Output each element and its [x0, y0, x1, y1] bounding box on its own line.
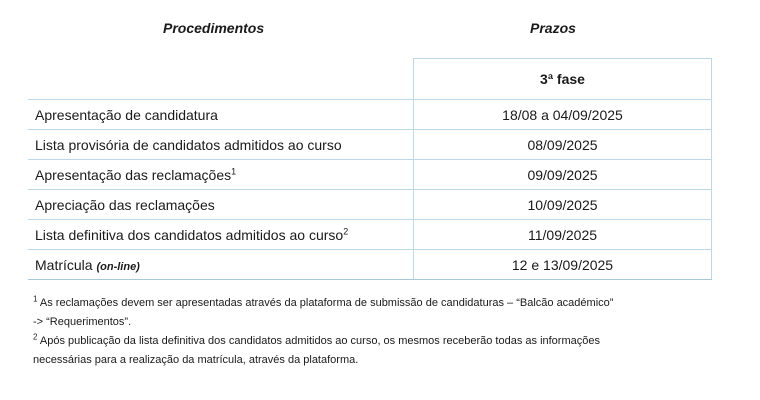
footnote-2-cont — [33, 351, 733, 370]
procedure-label: Matrícula — [35, 256, 93, 273]
footnote-ref: 2 — [343, 225, 349, 236]
phase-label: 3ª fase — [414, 59, 712, 100]
procedure-label: Apresentação das reclamações — [35, 166, 232, 183]
procedure-cell — [28, 190, 414, 220]
online-note: (on-line) — [96, 260, 140, 273]
table-cell-empty — [28, 59, 414, 100]
footnote-ref: 1 — [231, 165, 237, 176]
table-row — [28, 100, 712, 130]
date-cell: 09/09/2025 — [414, 160, 712, 190]
procedure-label: Lista definitiva dos candidatos admitidos ao curso — [35, 226, 344, 243]
procedure-label: Apresentação de candidatura — [35, 106, 218, 123]
footnote-text: As reclamações devem ser apresentadas através da plataforma de submissão de candidaturas – “Balcão académico” — [37, 297, 614, 309]
footnote-2 — [33, 332, 733, 351]
schedule-table — [28, 58, 712, 280]
table-row-phase — [28, 59, 712, 100]
footnote-text: necessárias para a realização da matrícula, através da plataforma. — [33, 354, 359, 366]
procedure-label: Apreciação das reclamações — [35, 196, 215, 213]
procedure-cell — [28, 130, 414, 160]
table-row — [28, 220, 712, 250]
table-row — [28, 130, 712, 160]
deadlines-header: Prazos — [530, 20, 576, 36]
date-cell: 18/08 a 04/09/2025 — [414, 100, 712, 130]
procedure-cell — [28, 100, 414, 130]
date-cell: 12 e 13/09/2025 — [414, 250, 712, 280]
footnote-text: -> “Requerimentos”. — [33, 316, 132, 328]
procedure-label: Lista provisória de candidatos admitidos ao curso — [35, 136, 342, 153]
footnotes — [33, 294, 733, 370]
date-cell: 10/09/2025 — [414, 190, 712, 220]
procedure-cell — [28, 250, 414, 280]
footnote-mark: 2 — [33, 332, 38, 342]
procedure-cell — [28, 220, 414, 250]
date-cell: 11/09/2025 — [414, 220, 712, 250]
date-cell: 08/09/2025 — [414, 130, 712, 160]
table-row — [28, 250, 712, 280]
footnote-1-cont — [33, 313, 733, 332]
table-row — [28, 190, 712, 220]
procedure-cell — [28, 160, 414, 190]
table-row — [28, 160, 712, 190]
procedures-header: Procedimentos — [163, 20, 265, 36]
footnote-mark: 1 — [33, 294, 38, 304]
footnote-1 — [33, 294, 733, 313]
footnote-text: Após publicação da lista definitiva dos candidatos admitidos ao curso, os mesmos receberão todas as informações — [37, 335, 600, 347]
